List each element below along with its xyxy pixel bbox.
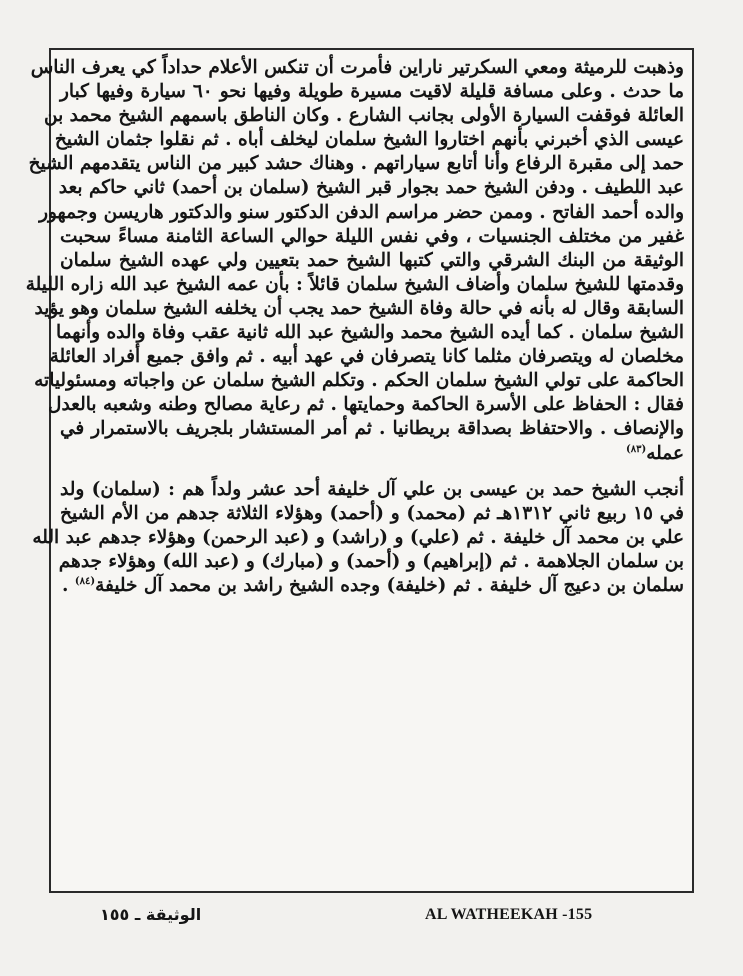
footnote-marker: (٨٣)	[626, 443, 647, 455]
text-line: مخلصان له ويتصرفان مثلما كانا يتصرفان في عهد أبيه . ثم وافق جميع أفراد العائلة	[49, 346, 684, 368]
text-line: وذهبت للرميثة ومعي السكرتير ناراين فأمرت أن تنكس الأعلام حداداً كي يعرف الناس	[30, 57, 684, 78]
text-line: السابقة وقال له بأنه في حالة وفاة الشيخ حمد يجب أن يخلفه الشيخ سلمان وهو يؤيد	[34, 297, 684, 319]
text-line: وقدمتها للشيخ سلمان وأضاف الشيخ سلمان قائلاً : بأن عمه الشيخ عبد الله زاره الليلة	[25, 273, 684, 295]
paragraph-1	[25, 56, 684, 466]
page-footer	[0, 905, 743, 935]
paragraph-2	[32, 478, 684, 598]
text-line: حمد إلى مقبرة الرفاع وأنا أتابع سياراتهم . وهناك حشد كبير من الناس يتقدمهم الشيخ	[28, 153, 684, 175]
text-line: عيسى الذي أخبرني بأنهم اختاروا الشيخ سلمان ليخلف أباه . ثم نقلوا جثمان الشيخ	[54, 129, 684, 151]
text-line: الحاكمة على تولي الشيخ سلمان الحكم . وتكلم الشيخ سلمان عن واجباته ومسئولياته	[34, 370, 684, 392]
text-line: الشيخ سلمان . كما أيده الشيخ محمد والشيخ عبد الله ثانية عقب وفاة والده وأنهما	[55, 322, 684, 344]
text-line: والإنصاف . والاحتفاظ بصداقة بريطانيا . ثم أمر المستشار بلجريف بالاستمرار في	[60, 418, 684, 440]
text-line: أنجب الشيخ حمد بن عيسى بن علي آل خليفة أحد عشر ولداً هم : (سلمان) ولد	[60, 478, 684, 500]
footer-arabic-page-label: الوثيقة ـ ١٥٥	[100, 905, 202, 924]
text-line	[60, 442, 684, 466]
trailing-punctuation: .	[61, 574, 75, 596]
body-text	[25, 56, 684, 598]
text-line: الوثيقة من البنك الشرقي والتي كتبها الشيخ حمد بتعيين ولي عهده الشيخ سلمان	[60, 249, 684, 271]
footer-english-page-label: AL WATHEEKAH -155	[425, 906, 593, 923]
text-line: في ١٥ ربيع ثاني ١٣١٢هـ ثم (محمد) و (أحمد) وهؤلاء الثلاثة جدهم من الأم الشيخ	[60, 502, 684, 524]
footnote-marker: (٨٤)	[74, 575, 96, 587]
text-line: ما حدث . وعلى مسافة قليلة لاقيت مسيرة طويلة وفيها نحو ٦٠ سيارة وفيها كبار	[60, 81, 684, 103]
text-line: والده أحمد الفاتح . وممن حضر مراسم الدفن الدكتور سنو والدكتور هاريسن وجمهور	[39, 201, 684, 223]
text-line: علي بن محمد آل خليفة . ثم (علي) و (راشد) و (عبد الرحمن) وهؤلاء جدهم عبد الله	[32, 526, 684, 548]
text-line: عبد اللطيف . ودفن الشيخ حمد بجوار قبر الشيخ (سلمان بن أحمد) ثاني حاكم بعد	[58, 177, 684, 199]
text-line	[60, 574, 684, 598]
text-line-content: عمله	[646, 442, 684, 464]
text-line-content: سلمان بن دعيج آل خليفة . ثم (خليفة) وجده الشيخ راشد بن محمد آل خليفة	[95, 574, 684, 596]
text-line: العائلة فوقفت السيارة الأولى بجانب الشارع . وكان الناطق باسمهم الشيخ محمد بن	[44, 105, 684, 127]
text-line: فقال : الحفاظ على الأسرة الحاكمة وحمايتها . ثم رعاية مصالح وطنه وشعبه بالعدل	[48, 394, 684, 416]
text-line: غفير من مختلف الجنسيات ، وفي نفس الليلة حوالي الساعة الثامنة مساءً سحبت	[60, 225, 684, 247]
text-line: بن سلمان الجلاهمة . ثم (إبراهيم) و (أحمد) و (مبارك) و (عبد الله) وهؤلاء جدهم	[58, 550, 684, 572]
